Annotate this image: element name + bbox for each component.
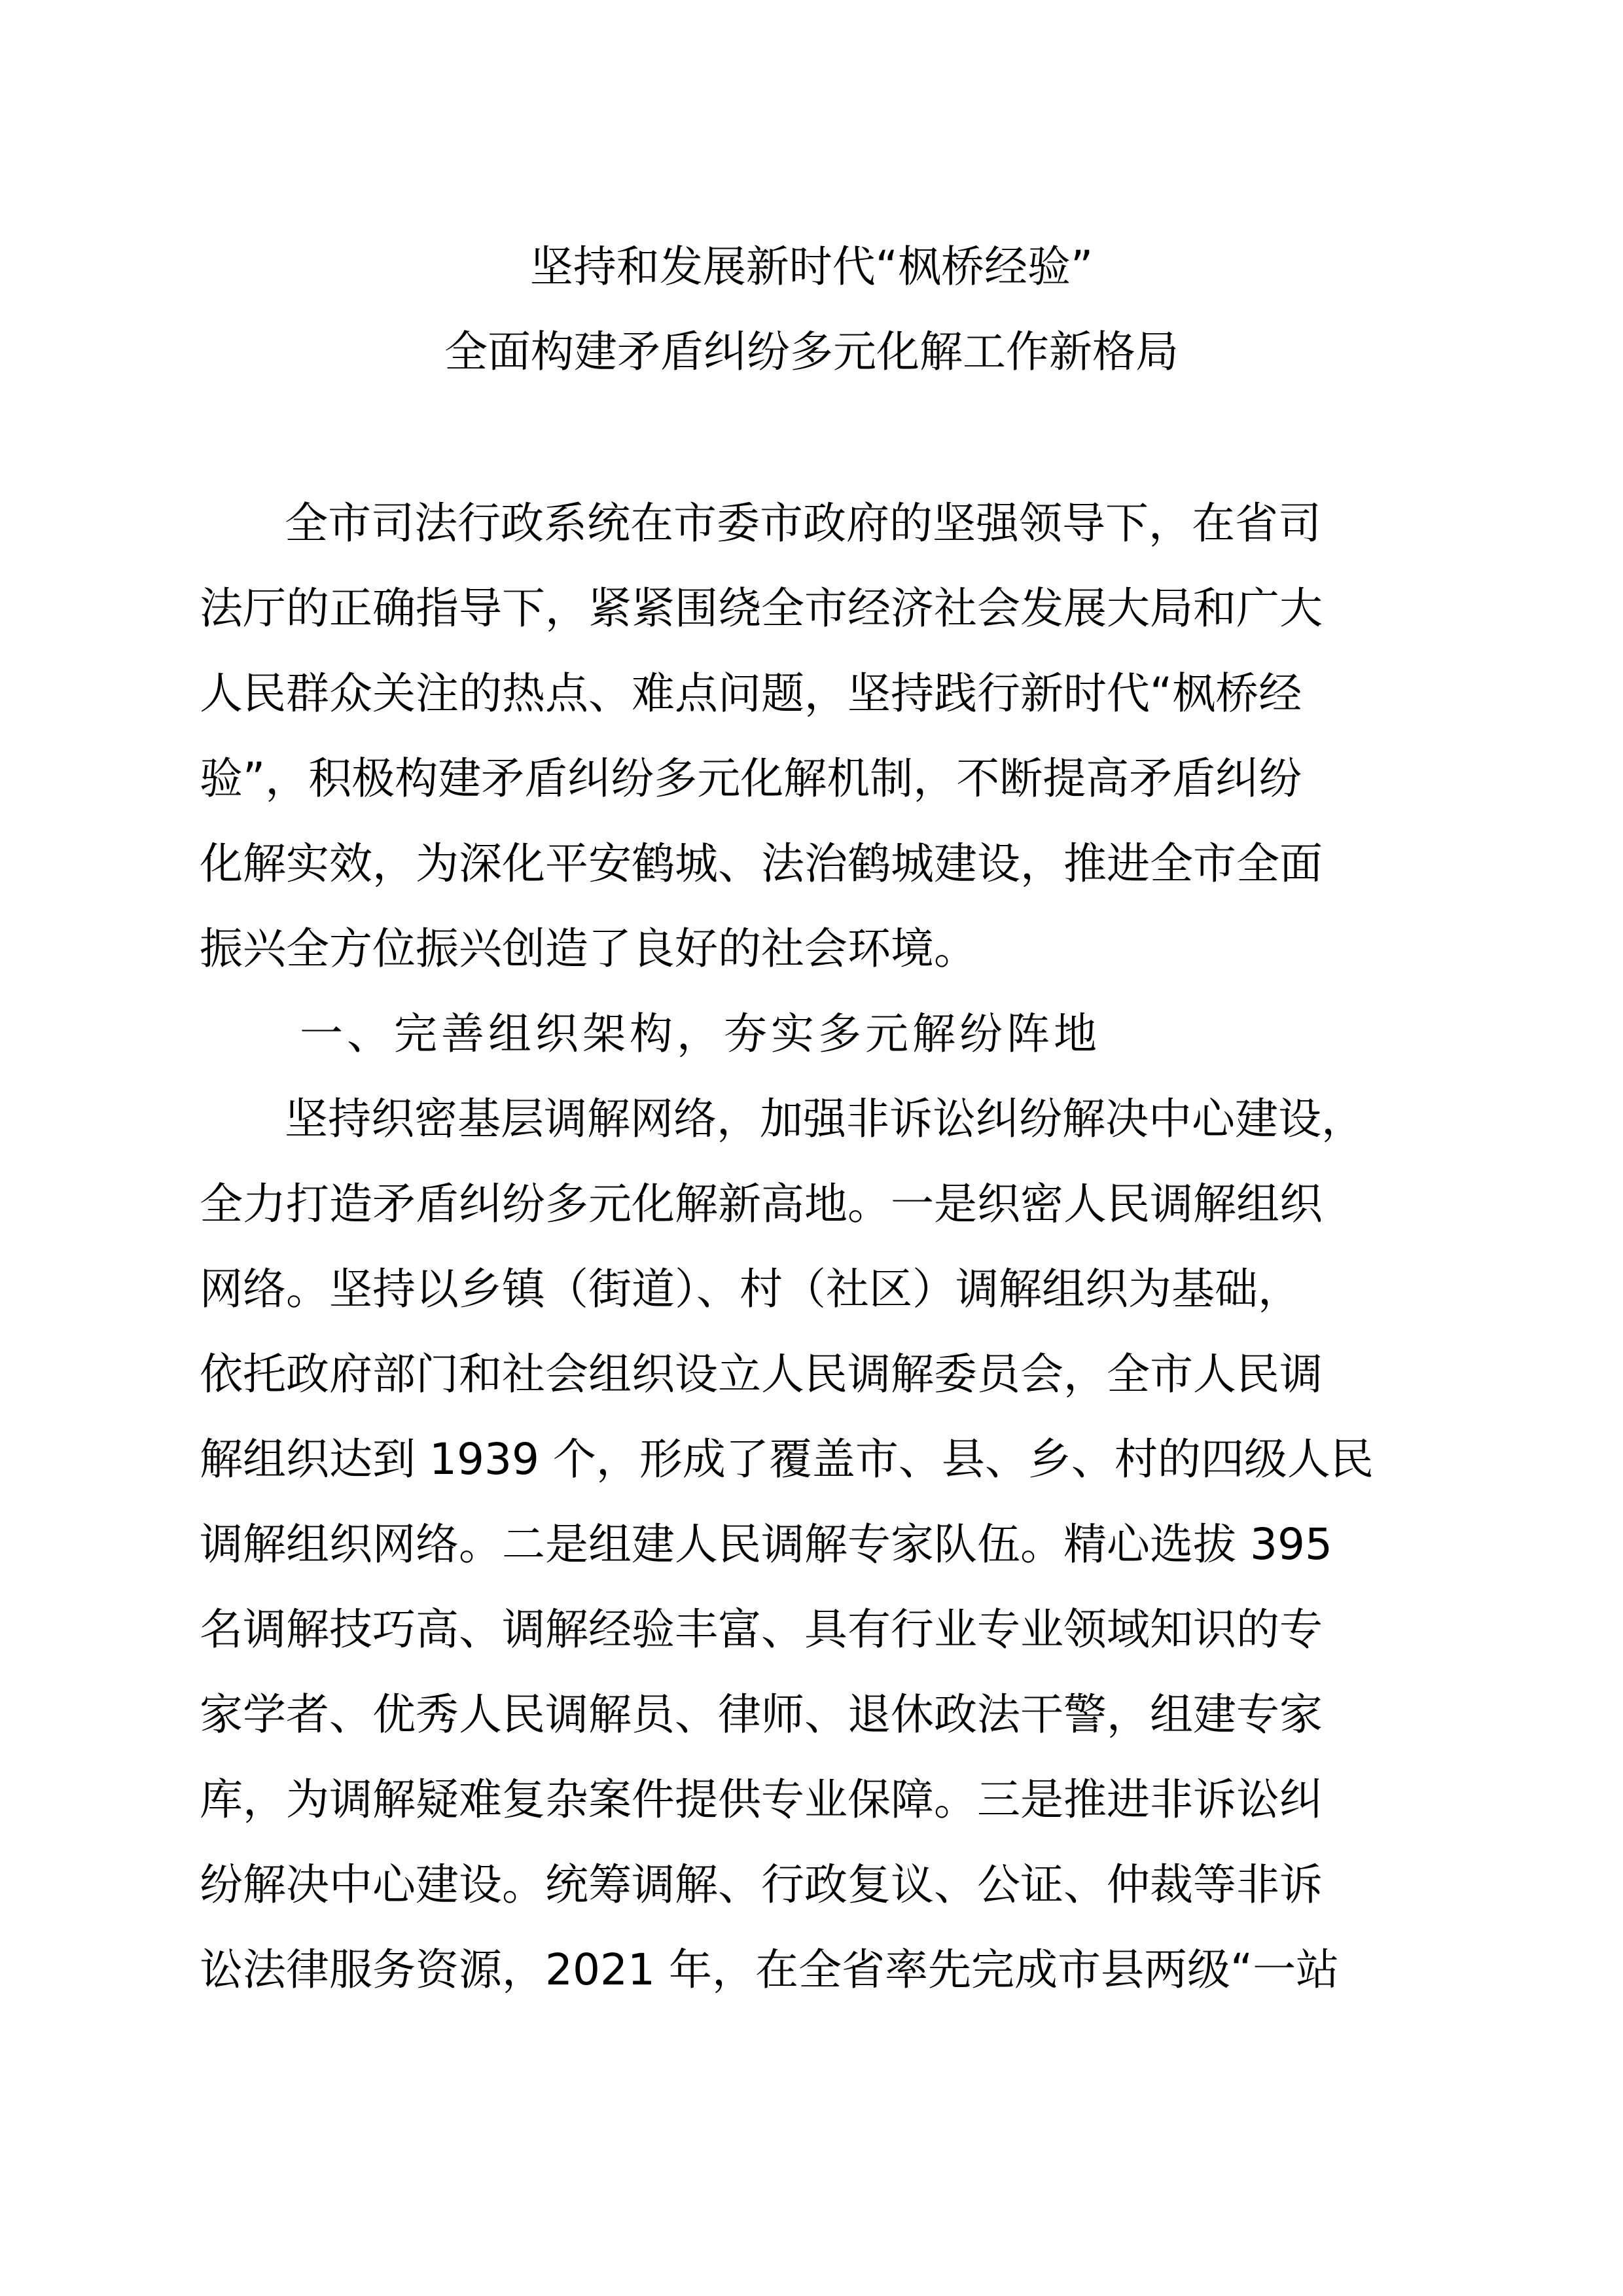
paragraph-2-line-8: 家学者、优秀人民调解员、律师、退休政法干警，组建专家 bbox=[200, 1689, 1323, 1740]
paragraph-2-line-5: 解组织达到 1939 个，形成了覆盖市、县、乡、村的四级人民 bbox=[200, 1434, 1374, 1484]
paragraph-2-line-2: 全力打造矛盾纠纷多元化解新高地。一是织密人民调解组织 bbox=[200, 1179, 1323, 1229]
paragraph-1-line-2: 法厅的正确指导下，紧紧围绕全市经济社会发展大局和广大 bbox=[200, 583, 1323, 634]
paragraph-1-line-5: 化解实效，为深化平安鹤城、法治鹤城建设，推进全市全面 bbox=[200, 838, 1323, 889]
document-title-line-1: 坚持和发展新时代“枫桥经验” bbox=[529, 242, 1094, 292]
paragraph-2-line-11: 讼法律服务资源，2021 年，在全省率先完成市县两级“一站 bbox=[200, 1945, 1340, 1995]
paragraph-2-line-10: 纷解决中心建设。统筹调解、行政复议、公证、仲裁等非诉 bbox=[200, 1859, 1323, 1910]
paragraph-1-line-6: 振兴全方位振兴创造了良好的社会环境。 bbox=[200, 924, 977, 974]
paragraph-2-line-7: 名调解技巧高、调解经验丰富、具有行业专业领域知识的专 bbox=[200, 1604, 1323, 1655]
paragraph-1-line-1: 全市司法行政系统在市委市政府的坚强领导下，在省司 bbox=[285, 498, 1321, 548]
paragraph-2-line-4: 依托政府部门和社会组织设立人民调解委员会，全市人民调 bbox=[200, 1349, 1323, 1399]
document-title-line-2: 全面构建矛盾纠纷多元化解工作新格局 bbox=[444, 327, 1179, 377]
paragraph-2-line-6: 调解组织网络。二是组建人民调解专家队伍。精心选拔 395 bbox=[200, 1519, 1332, 1570]
paragraph-2-line-9: 库，为调解疑难复杂案件提供专业保障。三是推进非诉讼纠 bbox=[200, 1774, 1323, 1825]
section-heading-1: 一、完善组织架构，夯实多元解纷阵地 bbox=[300, 1009, 1101, 1059]
paragraph-1-line-4: 验”，积极构建矛盾纠纷多元化解机制，不断提高矛盾纠纷 bbox=[200, 753, 1302, 804]
paragraph-2-line-3: 网络。坚持以乡镇（街道）、村（社区）调解组织为基础， bbox=[200, 1264, 1301, 1314]
paragraph-1-line-3: 人民群众关注的热点、难点问题，坚持践行新时代“枫桥经 bbox=[200, 668, 1302, 719]
paragraph-2-line-1: 坚持织密基层调解网络，加强非诉讼纠纷解决中心建设， bbox=[285, 1094, 1364, 1144]
